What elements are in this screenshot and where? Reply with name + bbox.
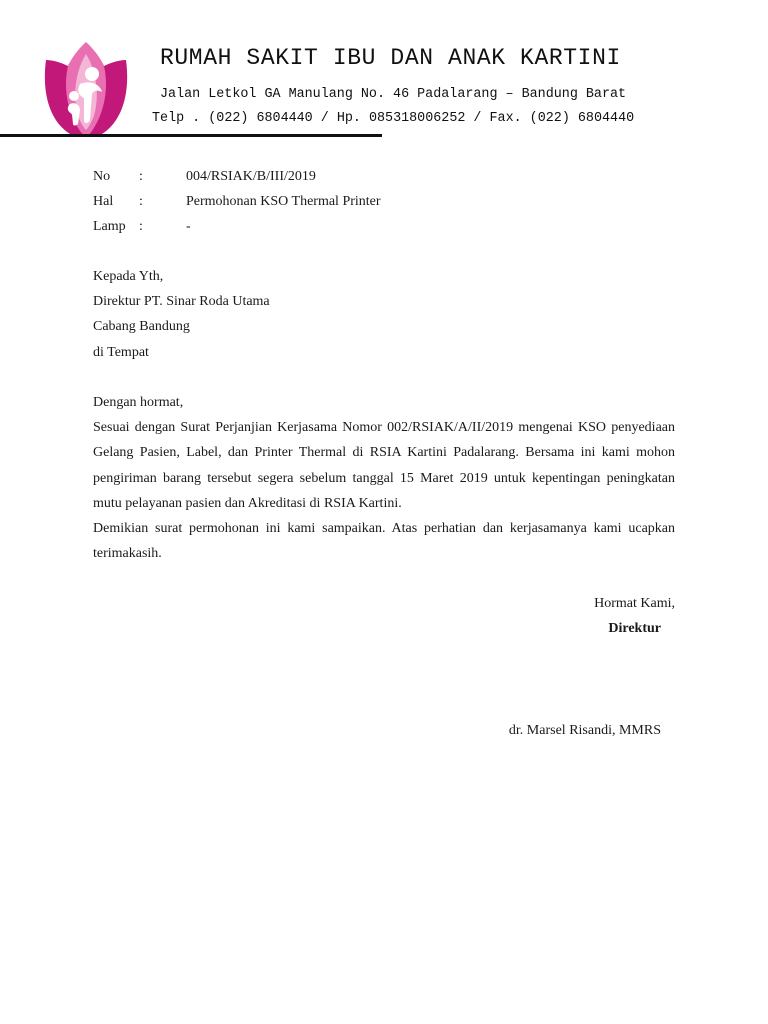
closing-regards: Hormat Kami,: [594, 596, 675, 611]
recipient-line: Direktur PT. Sinar Roda Utama: [93, 294, 270, 310]
letter-meta: [93, 164, 381, 240]
recipient-line: Kepada Yth,: [93, 269, 164, 284]
meta-value: Permohonan KSO Thermal Printer: [186, 194, 381, 210]
meta-label: No: [93, 169, 111, 184]
institution-contacts: Telp . (022) 6804440 / Hp. 085318006252 / Fax. (022) 6804440: [152, 111, 635, 126]
letter-body: [93, 390, 675, 566]
meta-colon: :: [139, 169, 143, 184]
meta-label: Hal: [93, 194, 114, 210]
recipient-block: [93, 264, 270, 365]
letterhead-divider: [0, 134, 382, 137]
meta-colon: :: [139, 194, 143, 210]
meta-row-number: [93, 164, 381, 189]
salutation: Dengan hormat,: [93, 395, 184, 410]
signer-name: dr. Marsel Risandi, MMRS: [508, 723, 661, 738]
meta-value: 004/RSIAK/B/III/2019: [186, 169, 316, 184]
meta-colon: :: [139, 219, 143, 235]
lotus-mother-child-icon: [40, 40, 132, 138]
body-paragraph: Demikian surat permohonan ini kami sampaikan. Atas perhatian dan kerjasamanya kami ucapkan terimakasih.: [93, 521, 675, 562]
institution-address: Jalan Letkol GA Manulang No. 46 Padalarang – Bandung Barat: [160, 87, 627, 102]
meta-row-attachment: [93, 214, 381, 239]
body-paragraph: Sesuai dengan Surat Perjanjian Kerjasama Nomor 002/RSIAK/A/II/2019 mengenai KSO penyediaan Gelang Pasien, Label, dan Printer Thermal di RSIA Kartini Padalarang. Bersama ini kami mohon pengiriman barang tersebut segera sebelum tanggal 15 Maret 2019 untuk kepentingan peningkatan mutu pelayanan pasien dan Akreditasi di RSIA Kartini.: [93, 420, 675, 511]
meta-row-subject: [93, 189, 381, 214]
closing-block: [594, 591, 675, 641]
recipient-line: di Tempat: [93, 344, 149, 360]
meta-value: -: [186, 219, 191, 235]
institution-name: RUMAH SAKIT IBU DAN ANAK KARTINI: [160, 45, 621, 71]
meta-label: Lamp: [93, 219, 126, 235]
recipient-line: Cabang Bandung: [93, 319, 190, 335]
signer-position: Direktur: [608, 621, 661, 637]
